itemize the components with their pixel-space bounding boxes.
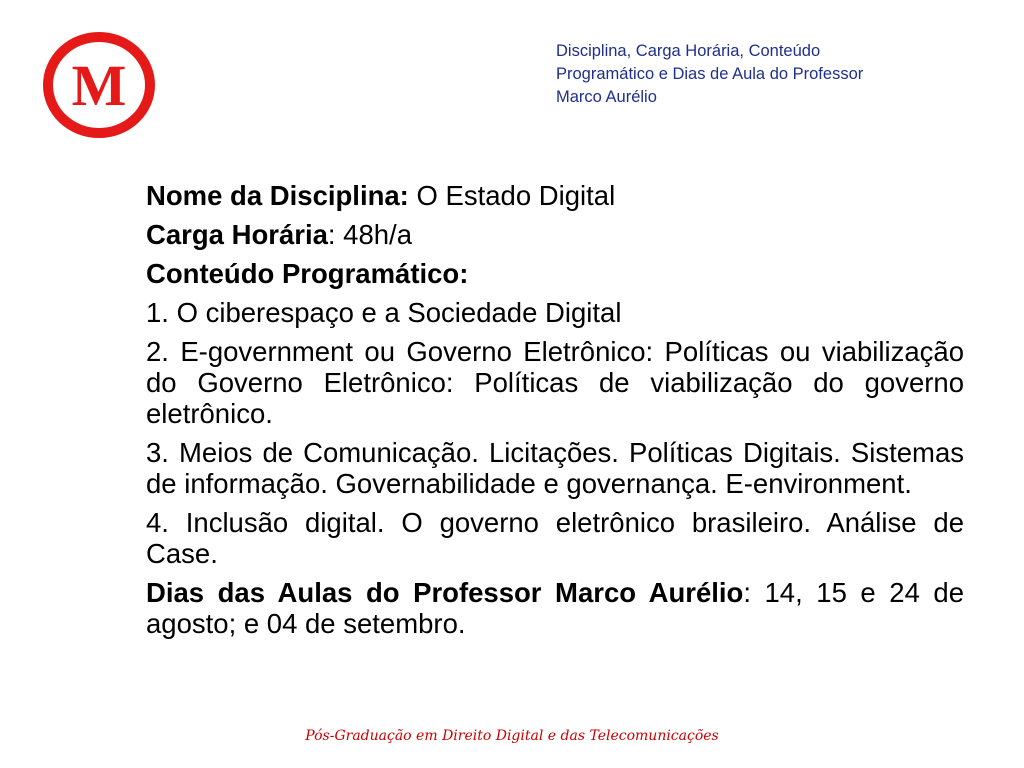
- header-title-line: Marco Aurélio: [556, 88, 657, 106]
- workload-label: Carga Horária: [146, 219, 328, 250]
- syllabus-item: 2. E-government ou Governo Eletrônico: Políticas ou viabilização do Governo Eletrônico: Políticas de viabilização do governo eletrônico.: [146, 336, 964, 429]
- syllabus-heading: [146, 258, 964, 289]
- workload-value: : 48h/a: [327, 219, 412, 250]
- header-title-line: Disciplina, Carga Horária, Conteúdo: [556, 42, 821, 60]
- discipline-label: Nome da Disciplina:: [146, 180, 409, 211]
- discipline-value: O Estado Digital: [408, 180, 616, 211]
- syllabus-item: 1. O ciberespaço e a Sociedade Digital: [146, 297, 622, 328]
- logo-letter: M: [71, 53, 127, 118]
- syllabus-item: 3. Meios de Comunicação. Licitações. Políticas Digitais. Sistemas de informação. Governabilidade e governança. E-environment.: [146, 437, 964, 499]
- syllabus-heading-text: Conteúdo Programático:: [146, 258, 469, 289]
- slide-header-title: [556, 40, 976, 109]
- slide-footer: Pós-Graduação em Direito Digital e das Telecomunicações: [305, 728, 719, 744]
- class-days-label: Dias das Aulas do Professor Marco Aurélio: [146, 577, 744, 608]
- workload-line: [146, 219, 964, 250]
- university-logo: [40, 30, 158, 140]
- class-days-line: [146, 577, 964, 639]
- syllabus-item: 4. Inclusão digital. O governo eletrônico brasileiro. Análise de Case.: [146, 507, 964, 569]
- slide-content: [146, 180, 964, 647]
- discipline-line: [146, 180, 964, 211]
- class-days-value: : 14, 15 e 24 de agosto; e 04 de setembro.: [146, 577, 964, 639]
- header-title-line: Programático e Dias de Aula do Professor: [556, 65, 864, 83]
- m-circle-logo-icon: [40, 30, 158, 140]
